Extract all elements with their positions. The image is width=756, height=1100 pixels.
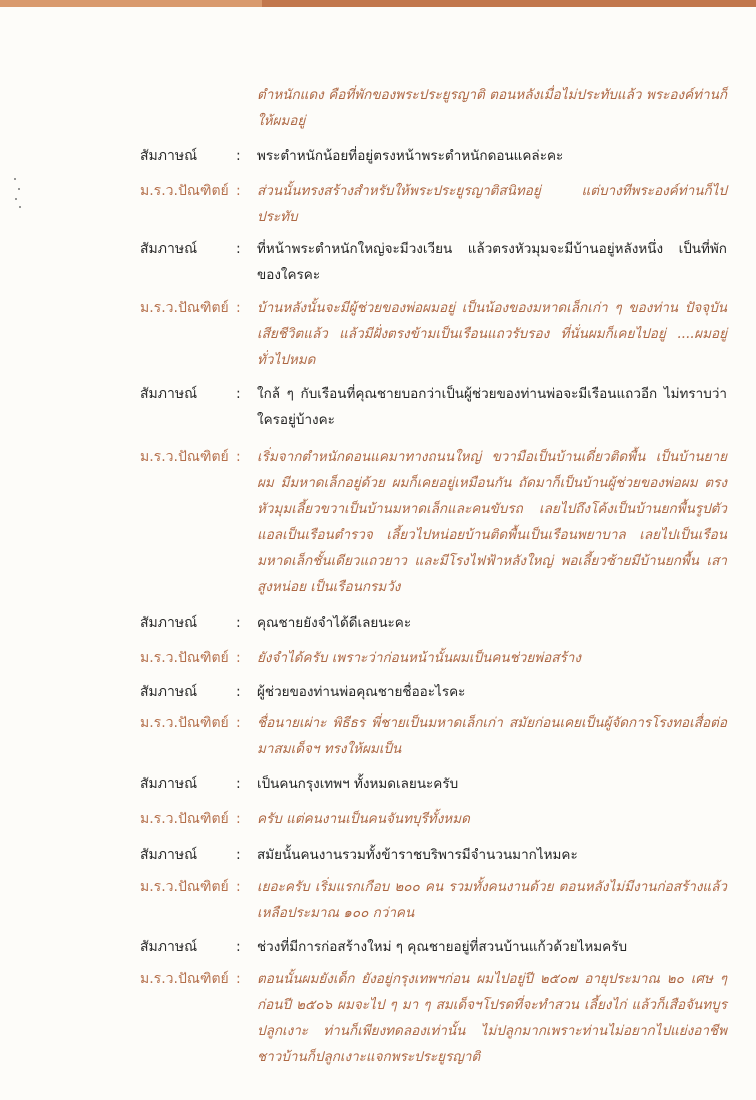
colon: : [236,879,241,895]
respondent-answer-text: ครับ แต่คนงานเป็นคนจันทบุรีทั้งหมด [257,811,470,827]
interviewer-label: สัมภาษณ์ [140,148,198,164]
respondent-label: ม.ร.ว.ปัณฑิตย์ [140,715,229,731]
interviewer-label: สัมภาษณ์ [140,386,198,402]
interviewer-question-text: ที่หน้าพระตำหนักใหญ่จะมีวงเวียน แล้วตรงหัวมุมจะมีบ้านอยู่หลังหนึ่ง เป็นที่พักของใครคะ [257,241,727,283]
interviewer-label: สัมภาษณ์ [140,776,198,792]
colon: : [236,386,241,402]
respondent-answer-text: ส่วนนั้นทรงสร้างสำหรับให้พระประยูรญาติสนิทอยู่ แต่บางทีพระองค์ท่านก็ไปประทับ [257,183,727,225]
interviewer-question-text: สมัยนั้นคนงานรวมทั้งข้าราชบริพารมีจำนวนมากไหมคะ [257,847,578,863]
respondent-label: ม.ร.ว.ปัณฑิตย์ [140,300,229,316]
respondent-label: ม.ร.ว.ปัณฑิตย์ [140,449,229,465]
colon: : [236,776,241,792]
interviewer-question-text: เป็นคนกรุงเทพฯ ทั้งหมดเลยนะครับ [257,776,459,792]
respondent-answer-text: เริ่มจากตำหนักดอนแคมาทางถนนใหญ่ ขวามือเป็นบ้านเดี่ยวติดพื้น เป็นบ้านยายผม มีมหาดเล็กอยู่ด้วย ผมก็เคยอยู่เหมือนกัน ถัดมาก็เป็นบ้านผู้ช่วยของพ่อผม ตรงหัวมุมเลี้ยวขวาเป็นบ้านมหาดเล็กและคนขับรถ เลยไปถึงโค้งเป็นบ้านยกพื้นรูปตัวแอลเป็นเรือนตำรวจ เลี้ยวไปหน่อยบ้านติดพื้นเป็นเรือนพยาบาล เลยไปเป็นเรือนมหาดเล็กชั้นเดียวแถวยาว และมีโรงไฟฟ้าหลังใหญ่ พอเลี้ยวซ้ายมีบ้านยกพื้น เสาสูงหน่อย เป็นเรือนกรมวัง [257,449,727,595]
colon: : [236,811,241,827]
interviewer-question-text: ใกล้ ๆ กับเรือนที่คุณชายบอกว่าเป็นผู้ช่วยของท่านพ่อจะมีเรือนแถวอีก ไม่ทราบว่าใครอยู่บ้างคะ [257,386,727,428]
colon: : [236,650,241,666]
respondent-label: ม.ร.ว.ปัณฑิตย์ [140,650,229,666]
interviewer-question-text: ผู้ช่วยของท่านพ่อคุณชายชื่ออะไรคะ [257,684,466,700]
colon: : [236,971,241,987]
colon: : [236,615,241,631]
respondent-label: ม.ร.ว.ปัณฑิตย์ [140,971,229,987]
respondent-answer-text: ตอนนั้นผมยังเด็ก ยังอยู่กรุงเทพฯก่อน ผมไปอยู่ปี ๒๕๐๗ อายุประมาณ ๒๐ เศษ ๆ ก่อนปี ๒๕๐๖ ผมจะไป ๆ มา ๆ สมเด็จฯโปรดที่จะทำสวน เลี้ยงไก่ แล้วก็เสือจันทบูร ปลูกเงาะ ท่านก็เพียงทดลองเท่านั้น ไม่ปลูกมากเพราะท่านไม่อยากไปแย่งอาชีพชาวบ้านก็ปลูกเงาะแจกพระประยูรญาติ [257,971,727,1065]
interviewer-label: สัมภาษณ์ [140,615,198,631]
respondent-answer-text: เยอะครับ เริ่มแรกเกือบ ๒๐๐ คน รวมทั้งคนงานด้วย ตอนหลังไม่มีงานก่อสร้างแล้ว เหลือประมาณ ๑๐๐ กว่าคน [257,879,727,921]
interviewer-label: สัมภาษณ์ [140,241,198,257]
interviewer-label: สัมภาษณ์ [140,847,198,863]
respondent-label: ม.ร.ว.ปัณฑิตย์ [140,879,229,895]
colon: : [236,300,241,316]
colon: : [236,449,241,465]
colon: : [236,148,241,164]
respondent-answer-text: ตำหนักแดง คือที่พักของพระประยูรญาติ ตอนหลังเมื่อไม่ประทับแล้ว พระองค์ท่านก็ให้ผมอยู่ [257,87,727,129]
interviewer-label: สัมภาษณ์ [140,939,198,955]
respondent-answer-text: ยังจำได้ครับ เพราะว่าก่อนหน้านั้นผมเป็นคนช่วยพ่อสร้าง [257,650,581,666]
respondent-label: ม.ร.ว.ปัณฑิตย์ [140,811,229,827]
respondent-label: ม.ร.ว.ปัณฑิตย์ [140,183,229,199]
respondent-answer-text: ชื่อนายเผ่าะ พิธีธร พี่ชายเป็นมหาดเล็กเก่า สมัยก่อนเคยเป็นผู้จัดการโรงทอเสื่อต่อมาสมเด็จฯ ทรงให้ผมเป็น [257,715,727,757]
colon: : [236,939,241,955]
colon: : [236,715,241,731]
interviewer-question-text: ช่วงที่มีการก่อสร้างใหม่ ๆ คุณชายอยู่ที่สวนบ้านแก้วด้วยไหมครับ [257,939,628,955]
colon: : [236,183,241,199]
colon: : [236,241,241,257]
colon: : [236,684,241,700]
interviewer-label: สัมภาษณ์ [140,684,198,700]
interviewer-question-text: พระตำหนักน้อยที่อยู่ตรงหน้าพระตำหนักดอนแคล่ะคะ [257,148,564,164]
interviewer-question-text: คุณชายยังจำได้ดีเลยนะคะ [257,615,412,631]
respondent-answer-text: บ้านหลังนั้นจะมีผู้ช่วยของพ่อผมอยู่ เป็นน้องของมหาดเล็กเก่า ๆ ของท่าน ปัจจุบันเสียชีวิตแล้ว แล้วมีฝั่งตรงข้ามเป็นเรือนแถวรับรอง ที่นั่นผมก็เคยไปอยู่ ....ผมอยู่ทั่วไปหมด [257,300,727,368]
colon: : [236,847,241,863]
